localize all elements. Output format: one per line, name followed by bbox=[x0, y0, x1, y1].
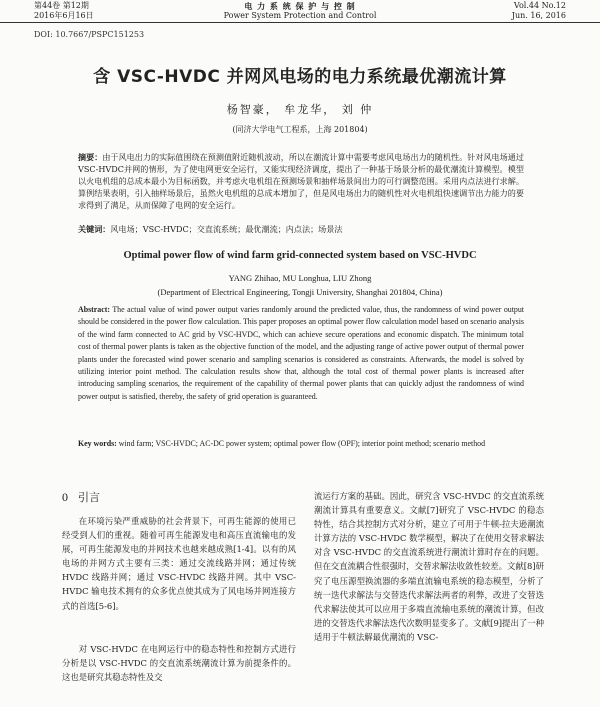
paper-title-cn: 含 VSC-HVDC 并网风电场的电力系统最优潮流计算 bbox=[93, 67, 507, 87]
header-vol-en: Vol.44 No.12 bbox=[513, 1, 566, 10]
header-journal-en: Power System Protection and Control bbox=[223, 11, 377, 20]
abstract-cn-text: 由于风电出力的实际值围绕在预测值附近随机波动，所以在潮流计算中需要考虑风电场出力的随机性。针对风电场通过VSC-HVDC并网的情形，为了使电网更安全运行，又能实现经济调度，提出了一种基于场景分析的最优潮流计算模型。模型以火电机组的总成本最小为目标函数，并考虑火电机组在预测场景和抽样场景间出力的可行调整范围。采用内点法进行求解。算例结果表明，引入抽样场景后，虽然火电机组的总成本增加了，但是风电场出力的随机性对火电机组快速调节出力能力的要求得到了满足，从而保障了电网的安全运行。 bbox=[78, 152, 524, 210]
keywords-en bbox=[78, 438, 524, 450]
keywords-cn-text: 风电场；VSC-HVDC；交直流系统；最优潮流；内点法；场景法 bbox=[110, 224, 343, 234]
header-date-cn: 2016年6月16日 bbox=[34, 11, 94, 20]
keywords-cn bbox=[78, 223, 524, 235]
header-center bbox=[0, 1, 600, 21]
affiliation-en: (Department of Electrical Engineering, Tongji University, Shanghai 201804, China) bbox=[157, 287, 443, 297]
section-number: 0 bbox=[62, 490, 68, 504]
body-left-paragraph-1: 在环境污染严重威胁的社会背景下，可再生能源的使用已经受到人们的重视。随着可再生能源发电和高压直流输电的发展，可再生能源发电的并网技术也越来越成熟[1-4]。以有的风电场的并网方式主要有三类：通过交流线路并网；通过传统 HVDC 线路并网；通过 VSC-HVDC 线路并网。其中 VSC-HVDC 输电技术拥有的众多优点使其成为了风电场并网连接方式的首选[5-6]。 bbox=[62, 516, 296, 611]
keywords-cn-label: 关键词： bbox=[78, 224, 111, 234]
abstract-en bbox=[78, 304, 524, 403]
body-right-paragraph: 流运行方案的基础。因此，研究含 VSC-HVDC 的交直流系统潮流计算具有重要意义。文献[7]研究了 VSC-HVDC 的稳态特性，结合其控制方式对分析，建立了可用于牛顿-拉夫逊潮流计算方法的 VSC-HVDC 数学模型，解决了在使用交替求解法对含 VSC-HVDC 的交直流系统进行潮流计算时存在的问题。但在交直流耦合性很强时，交替求解法收敛性较差。文献[8]研究了电压源型换流器的多端直流输电系统的稳态模型，分析了统一迭代求解法与交替迭代求解法两者的利弊，改进了交替迭代求解法使其可以应用于多端直流输电系统的潮流计算，但改进的交替迭代求解法迭代次数明显变多了。文献[9]提出了一种适用于牛顿法解最优潮流的 VSC- bbox=[314, 491, 544, 642]
header-volume: 第44卷 第12期 bbox=[34, 1, 89, 10]
doi: DOI: 10.7667/PSPC151253 bbox=[34, 30, 145, 39]
header-date-en: Jun. 16, 2016 bbox=[511, 11, 566, 20]
abstract-en-label: Abstract: bbox=[78, 305, 110, 314]
authors-en: YANG Zhihao, MU Longhua, LIU Zhong bbox=[228, 273, 372, 283]
authors-cn: 杨智豪， 牟龙华， 刘 仲 bbox=[226, 103, 374, 116]
keywords-en-label: Key words: bbox=[78, 439, 117, 448]
affiliation-cn: (同济大学电气工程系，上海 201804) bbox=[232, 125, 368, 134]
abstract-en-text: The actual value of wind power output varies randomly around the predicted value, thus, the randomness of wind power output should be considered in the power flow calculation. This paper proposes an optimal power flow calculation model based on scenario analysis of the wind farm connected to AC grid by VSC-HVDC, which can achieve secure operations and economic dispatch. The minimum total cost of thermal power plants is taken as the objective function of the model, and the adjusting range of active power output of thermal power plants under the forecasted wind power scenario and sampling scenarios is considered as constraints. Afterwards, the model is solved by utilizing interior point method. The calculation results show that, although the total cost of thermal power plants is increased after introducing sampling scenarios, the requirement of the capability of thermal power plants that can quickly adjust the randomness of wind power output is satisfied, thereby, the safety of grid operation is guaranteed. bbox=[78, 305, 524, 401]
abstract-cn bbox=[78, 151, 524, 211]
section-title: 引言 bbox=[78, 491, 100, 504]
section-heading bbox=[62, 489, 100, 505]
journal-header bbox=[0, 0, 600, 23]
paper-title-en: Optimal power flow of wind farm grid-connected system based on VSC-HVDC bbox=[123, 250, 477, 261]
keywords-en-text: wind farm; VSC-HVDC; AC-DC power system; optimal power flow (OPF); interior point method; scenario method bbox=[118, 439, 486, 448]
header-journal-cn: 电 力 系 统 保 护 与 控 制 bbox=[244, 1, 356, 11]
abstract-cn-label: 摘要： bbox=[78, 152, 103, 162]
header-right bbox=[512, 1, 566, 21]
body-left-paragraph-2: 对 VSC-HVDC 在电网运行中的稳态特性和控制方式进行分析是以 VSC-HVDC 的交直流系统潮流计算为前提条件的。这也是研究其稳态特性及交 bbox=[62, 644, 296, 683]
